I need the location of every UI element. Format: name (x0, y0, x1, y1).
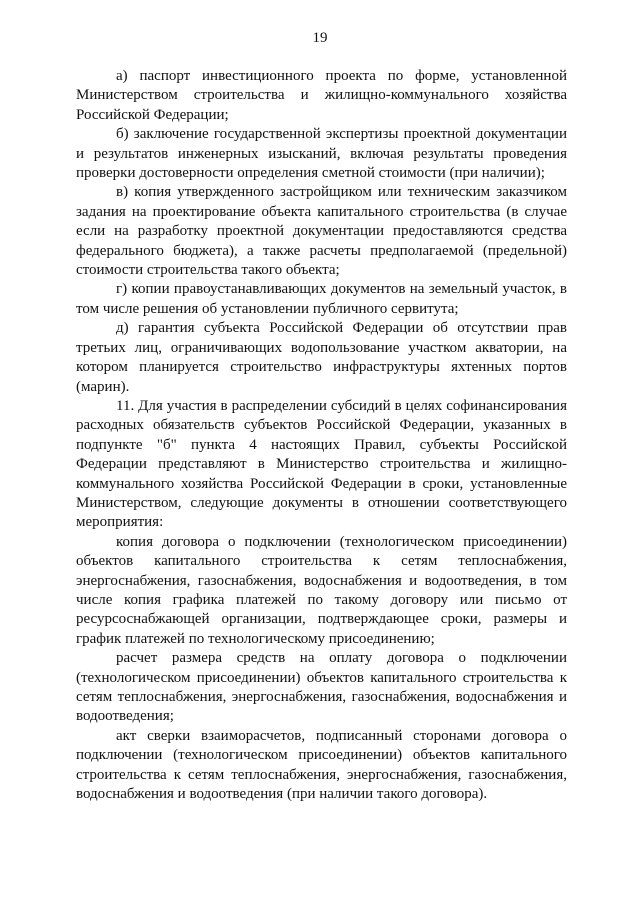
paragraph-11-subsidy-participation: 11. Для участия в распределении субсидий в целях софинансирования расходных обязательств субъектов Российской Федерации, указанных в подпункте "б" пункта 4 настоящих Правил, субъекты Российской Федерации представляют в Министерство строительства и жилищно-коммунального хозяйства Российской Федерации в сроки, установленные Министерством, следующие документы в отношении соответствующего мероприятия: (76, 397, 567, 531)
paragraph-d-guarantee: д) гарантия субъекта Российской Федерации об отсутствии прав третьих лиц, ограничивающих водопользование участком акватории, на котором планируется строительство инфраструктуры яхтенных портов (марин). (76, 320, 567, 395)
paragraph-payment-calculation: расчет размера средств на оплату договора о подключении (технологическом присоединении) объектов капитального строительства к сетям теплоснабжения, энергоснабжения, газоснабжения, водоснабжения и водоотведения; (76, 650, 567, 725)
paragraph-reconciliation-act: акт сверки взаиморасчетов, подписанный сторонами договора о подключении (технологическом присоединении) объектов капитального строительства к сетям теплоснабжения, энергоснабжения, газоснабжения, водоснабжения и водоотведения (при наличии такого договора). (76, 727, 567, 803)
paragraph-connection-contract-copy: копия договора о подключении (технологическом присоединении) объектов капитального строительства к сетям теплоснабжения, энергоснабжения, газоснабжения, водоснабжения и водоотведения, в том числе копия графика платежей по такому договору или письмо от ресурсоснабжающей организации, подтверждающее сроки, размеры и график платежей по технологическому присоединению; (76, 533, 567, 647)
document-body (76, 67, 567, 804)
paragraph-b-expertise-conclusion: б) заключение государственной экспертизы проектной документации и результатов инженерных изысканий, включая результаты проведения проверки достоверности определения сметной стоимости (при наличии); (76, 126, 567, 182)
page-number: 19 (312, 30, 328, 46)
paragraph-g-land-documents: г) копии правоустанавливающих документов на земельный участок, в том числе решения об установлении публичного сервитута; (76, 281, 567, 317)
paragraph-a-investment-passport: а) паспорт инвестиционного проекта по форме, установленной Министерством строительства и жилищно-коммунального хозяйства Российской Федерации; (76, 68, 567, 123)
paragraph-v-design-assignment: в) копия утвержденного застройщиком или техническим заказчиком задания на проектирование объекта капитального строительства (в случае если на разработку проектной документации предоставляются средства федерального бюджета), а также расчеты предполагаемой (предельной) стоимости строительства такого объекта; (76, 184, 567, 279)
